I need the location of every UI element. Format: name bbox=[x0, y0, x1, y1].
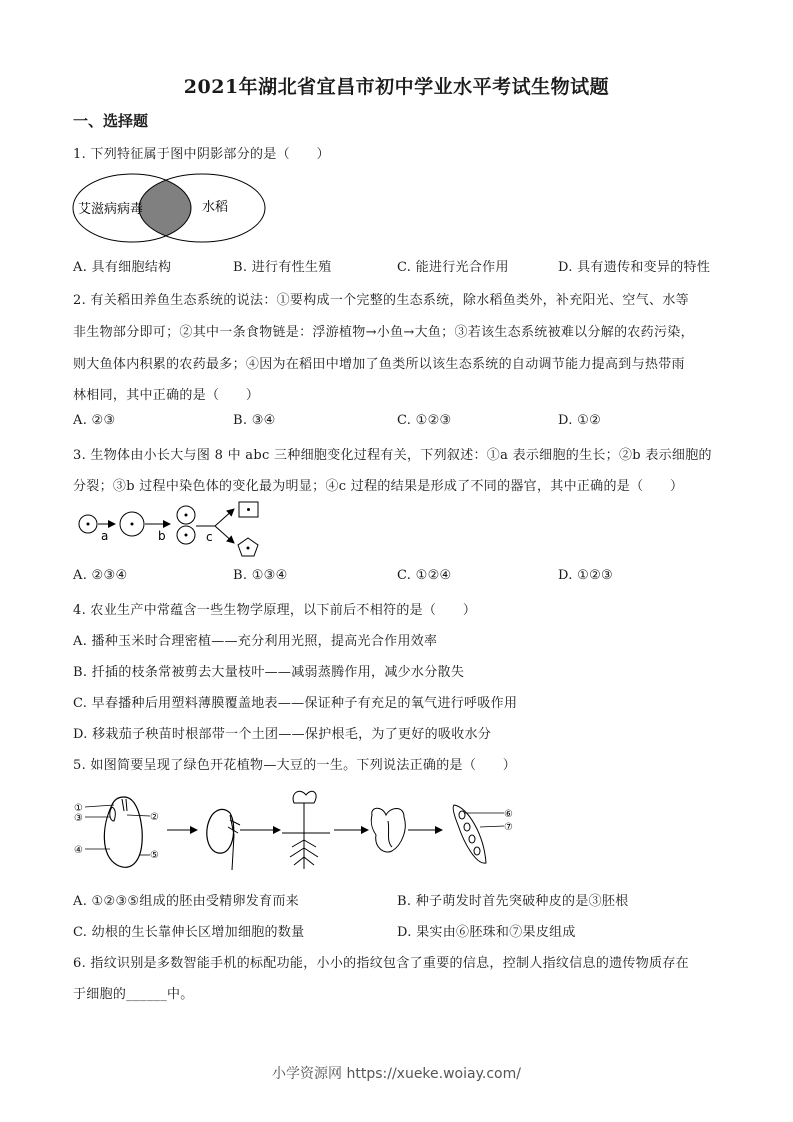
q2-option-b[interactable]: B. ③④ bbox=[233, 413, 276, 428]
bean-pod-illustration bbox=[453, 805, 486, 863]
germinating-seed-illustration bbox=[207, 809, 240, 870]
page-title: 2021年湖北省宜昌市初中学业水平考试生物试题 bbox=[183, 76, 610, 98]
q3-option-a[interactable]: A. ②③④ bbox=[73, 568, 128, 583]
question-2-stem-line-2: 非生物部分即可；②其中一条食物链是：浮游植物→小鱼→大鱼；③若该生态系统被难以分解的农药污染， bbox=[73, 325, 694, 340]
question-6-stem-line-1: 6. 指纹识别是多数智能手机的标配功能，小小的指纹包含了重要的信息，控制人指纹信息的遗传物质存在 bbox=[73, 956, 689, 971]
venn-right-label: 水稻 bbox=[202, 200, 229, 215]
q1-option-c[interactable]: C. 能进行光合作用 bbox=[397, 260, 509, 275]
cell-process-diagram bbox=[72, 500, 272, 562]
question-2-stem-line-4: 林相同，其中正确的是（ ） bbox=[73, 388, 260, 403]
question-3-stem-line-2: 分裂；③b 过程中染色体的变化最为明显；④c 过程的结果是形成了不同的器官，其中正确的是（ ） bbox=[73, 479, 684, 494]
section-heading: 一、选择题 bbox=[73, 112, 149, 130]
q4-option-d[interactable]: D. 移栽茄子秧苗时根部带一个土团——保护根毛，为了更好的吸收水分 bbox=[73, 727, 492, 742]
question-2-stem-line-1: 2. 有关稻田养鱼生态系统的说法：①要构成一个完整的生态系统，除水稻鱼类外，补充阳光、空气、水等 bbox=[73, 293, 689, 308]
q2-option-d[interactable]: D. ①② bbox=[558, 413, 602, 428]
q1-option-d[interactable]: D. 具有遗传和变异的特性 bbox=[558, 260, 711, 275]
label-7: ⑦ bbox=[504, 822, 513, 833]
process-label-b: b bbox=[158, 529, 166, 543]
q3-option-c[interactable]: C. ①②④ bbox=[397, 568, 452, 583]
venn-diagram bbox=[72, 172, 272, 244]
q2-option-c[interactable]: C. ①②③ bbox=[397, 413, 452, 428]
label-1: ① bbox=[74, 803, 83, 814]
label-3: ③ bbox=[74, 813, 83, 824]
footer-watermark: 小学资源网 https://xueke.woiay.com/ bbox=[272, 1066, 521, 1082]
q5-option-c[interactable]: C. 幼根的生长靠伸长区增加细胞的数量 bbox=[73, 925, 305, 940]
process-label-c: c bbox=[206, 530, 213, 544]
venn-left-label: 艾滋病病毒 bbox=[78, 202, 144, 217]
question-3-stem-line-1: 3. 生物体由小长大与图 8 中 abc 三种细胞变化过程有关，下列叙述：①a 表示细胞的生长；②b 表示细胞的 bbox=[73, 448, 712, 463]
label-5: ⑤ bbox=[150, 850, 159, 861]
question-5-stem: 5. 如图简要呈现了绿色开花植物—大豆的一生。下列说法正确的是（ ） bbox=[73, 758, 517, 773]
q3-option-d[interactable]: D. ①②③ bbox=[558, 568, 613, 583]
q4-option-a[interactable]: A. 播种玉米时合理密植——充分利用光照，提高光合作用效率 bbox=[73, 634, 438, 649]
question-2-stem-line-3: 则大鱼体内积累的农药最多；④因为在稻田中增加了鱼类所以该生态系统的自动调节能力提高到与热带雨 bbox=[73, 357, 685, 372]
q4-option-c[interactable]: C. 早春播种后用塑料薄膜覆盖地表——保证种子有充足的氧气进行呼吸作用 bbox=[73, 696, 518, 711]
label-6: ⑥ bbox=[504, 809, 513, 820]
process-label-a: a bbox=[101, 529, 109, 543]
q5-option-a[interactable]: A. ①②③⑤组成的胚由受精卵发育而来 bbox=[73, 894, 299, 909]
q4-option-b[interactable]: B. 扦插的枝条常被剪去大量枝叶——减弱蒸腾作用，减少水分散失 bbox=[73, 665, 465, 680]
q1-option-b[interactable]: B. 进行有性生殖 bbox=[233, 260, 332, 275]
seedling-illustration bbox=[282, 791, 330, 869]
question-4-stem: 4. 农业生产中常蕴含一些生物学原理，以下前后不相符的是（ ） bbox=[73, 603, 477, 618]
flower-illustration bbox=[371, 808, 405, 852]
seed-illustration bbox=[104, 797, 142, 867]
question-6-stem-line-2: 于细胞的______中。 bbox=[73, 987, 194, 1002]
question-1-stem: 1. 下列特征属于图中阴影部分的是（ ） bbox=[73, 147, 330, 162]
soybean-life-cycle-diagram bbox=[72, 785, 532, 875]
label-4: ④ bbox=[74, 845, 83, 856]
q2-option-a[interactable]: A. ②③ bbox=[73, 413, 116, 428]
q5-option-b[interactable]: B. 种子萌发时首先突破种皮的是③胚根 bbox=[397, 894, 629, 909]
q3-option-b[interactable]: B. ①③④ bbox=[233, 568, 288, 583]
q1-option-a[interactable]: A. 具有细胞结构 bbox=[73, 260, 172, 275]
q5-option-d[interactable]: D. 果实由⑥胚珠和⑦果皮组成 bbox=[397, 925, 576, 940]
label-2: ② bbox=[150, 812, 159, 823]
